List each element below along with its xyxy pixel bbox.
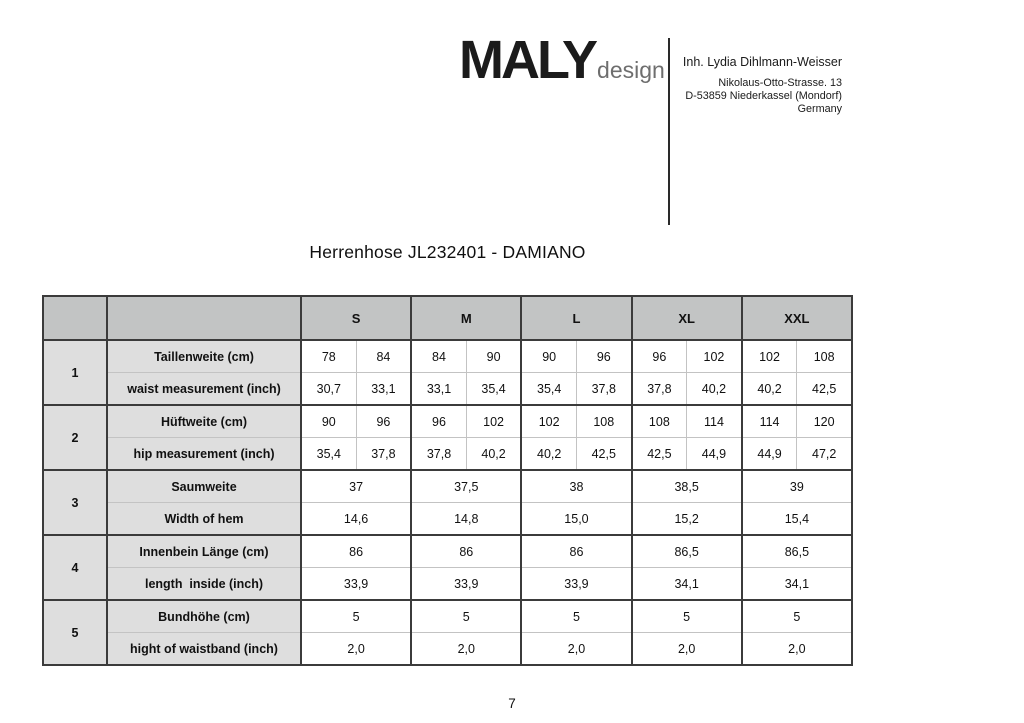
- logo-wordmark-suffix: design: [597, 57, 665, 83]
- value-cell: 40,2: [742, 373, 797, 406]
- value-cell: 37: [301, 470, 411, 503]
- size-header-xl: XL: [632, 296, 742, 340]
- value-cell: 120: [797, 405, 852, 438]
- value-cell: 2,0: [301, 633, 411, 666]
- measurement-label: Width of hem: [107, 503, 301, 536]
- value-cell: 44,9: [687, 438, 742, 471]
- table-row: [43, 470, 852, 503]
- value-cell: 40,2: [521, 438, 576, 471]
- value-cell: 90: [466, 340, 521, 373]
- value-cell: 37,8: [576, 373, 631, 406]
- table-row: [43, 373, 852, 406]
- table-row: [43, 568, 852, 601]
- value-cell: 86: [521, 535, 631, 568]
- value-cell: 42,5: [797, 373, 852, 406]
- value-cell: 15,4: [742, 503, 852, 536]
- measurement-label: Innenbein Länge (cm): [107, 535, 301, 568]
- value-cell: 40,2: [687, 373, 742, 406]
- measurement-label: length inside (inch): [107, 568, 301, 601]
- logo-wordmark: MALY: [459, 30, 596, 90]
- value-cell: 38,5: [632, 470, 742, 503]
- value-cell: 5: [632, 600, 742, 633]
- table-row: [43, 340, 852, 373]
- value-cell: 40,2: [466, 438, 521, 471]
- table-row: [43, 405, 852, 438]
- header-divider-line: [668, 38, 670, 225]
- value-cell: 14,8: [411, 503, 521, 536]
- value-cell: 108: [632, 405, 687, 438]
- row-group-number: 4: [43, 535, 107, 600]
- size-header-row: [43, 296, 852, 340]
- value-cell: 96: [632, 340, 687, 373]
- size-header-m: M: [411, 296, 521, 340]
- value-cell: 90: [301, 405, 356, 438]
- value-cell: 86,5: [742, 535, 852, 568]
- value-cell: 39: [742, 470, 852, 503]
- value-cell: 35,4: [521, 373, 576, 406]
- value-cell: 14,6: [301, 503, 411, 536]
- value-cell: 86: [301, 535, 411, 568]
- value-cell: 108: [576, 405, 631, 438]
- value-cell: 42,5: [632, 438, 687, 471]
- company-address-city: D-53859 Niederkassel (Mondorf): [685, 90, 842, 102]
- value-cell: 102: [742, 340, 797, 373]
- value-cell: 5: [742, 600, 852, 633]
- value-cell: 96: [576, 340, 631, 373]
- value-cell: 84: [411, 340, 466, 373]
- value-cell: 37,8: [632, 373, 687, 406]
- value-cell: 108: [797, 340, 852, 373]
- value-cell: 114: [687, 405, 742, 438]
- value-cell: 34,1: [742, 568, 852, 601]
- corner-cell-number: [43, 296, 107, 340]
- table-row: [43, 600, 852, 633]
- row-group-number: 2: [43, 405, 107, 470]
- value-cell: 33,1: [411, 373, 466, 406]
- value-cell: 96: [411, 405, 466, 438]
- page-number: 7: [508, 696, 516, 711]
- value-cell: 102: [687, 340, 742, 373]
- value-cell: 96: [356, 405, 411, 438]
- measurement-label: waist measurement (inch): [107, 373, 301, 406]
- company-owner: Inh. Lydia Dihlmann-Weisser: [682, 55, 842, 69]
- value-cell: 42,5: [576, 438, 631, 471]
- value-cell: 37,5: [411, 470, 521, 503]
- size-table: [42, 295, 853, 666]
- size-header-l: L: [521, 296, 631, 340]
- value-cell: 30,7: [301, 373, 356, 406]
- row-group-number: 1: [43, 340, 107, 405]
- page-title: Herrenhose JL232401 - DAMIANO: [309, 242, 586, 262]
- value-cell: 34,1: [632, 568, 742, 601]
- value-cell: 33,9: [411, 568, 521, 601]
- company-logo: [459, 30, 665, 90]
- value-cell: 33,9: [301, 568, 411, 601]
- size-header-s: S: [301, 296, 411, 340]
- value-cell: 114: [742, 405, 797, 438]
- value-cell: 5: [301, 600, 411, 633]
- company-contact-block: [683, 55, 842, 116]
- size-header-xxl: XXL: [742, 296, 852, 340]
- measurement-label: hight of waistband (inch): [107, 633, 301, 666]
- table-row: [43, 438, 852, 471]
- value-cell: 102: [466, 405, 521, 438]
- corner-cell-label: [107, 296, 301, 340]
- table-row: [43, 503, 852, 536]
- value-cell: 5: [521, 600, 631, 633]
- table-row: [43, 633, 852, 666]
- measurement-label: hip measurement (inch): [107, 438, 301, 471]
- value-cell: 15,2: [632, 503, 742, 536]
- value-cell: 38: [521, 470, 631, 503]
- measurement-label: Saumweite: [107, 470, 301, 503]
- value-cell: 35,4: [466, 373, 521, 406]
- measurement-label: Hüftweite (cm): [107, 405, 301, 438]
- value-cell: 33,1: [356, 373, 411, 406]
- value-cell: 2,0: [521, 633, 631, 666]
- value-cell: 102: [521, 405, 576, 438]
- value-cell: 2,0: [742, 633, 852, 666]
- company-address-country: Germany: [797, 103, 842, 115]
- row-group-number: 3: [43, 470, 107, 535]
- value-cell: 78: [301, 340, 356, 373]
- value-cell: 15,0: [521, 503, 631, 536]
- row-group-number: 5: [43, 600, 107, 665]
- table-row: [43, 535, 852, 568]
- size-table-body: [43, 340, 852, 665]
- size-chart: [42, 295, 853, 666]
- value-cell: 5: [411, 600, 521, 633]
- measurement-label: Bundhöhe (cm): [107, 600, 301, 633]
- value-cell: 86,5: [632, 535, 742, 568]
- value-cell: 84: [356, 340, 411, 373]
- value-cell: 33,9: [521, 568, 631, 601]
- value-cell: 47,2: [797, 438, 852, 471]
- value-cell: 2,0: [632, 633, 742, 666]
- company-address-street: Nikolaus-Otto-Strasse. 13: [718, 77, 842, 89]
- value-cell: 37,8: [411, 438, 466, 471]
- value-cell: 86: [411, 535, 521, 568]
- value-cell: 37,8: [356, 438, 411, 471]
- measurement-label: Taillenweite (cm): [107, 340, 301, 373]
- value-cell: 35,4: [301, 438, 356, 471]
- value-cell: 90: [521, 340, 576, 373]
- value-cell: 44,9: [742, 438, 797, 471]
- value-cell: 2,0: [411, 633, 521, 666]
